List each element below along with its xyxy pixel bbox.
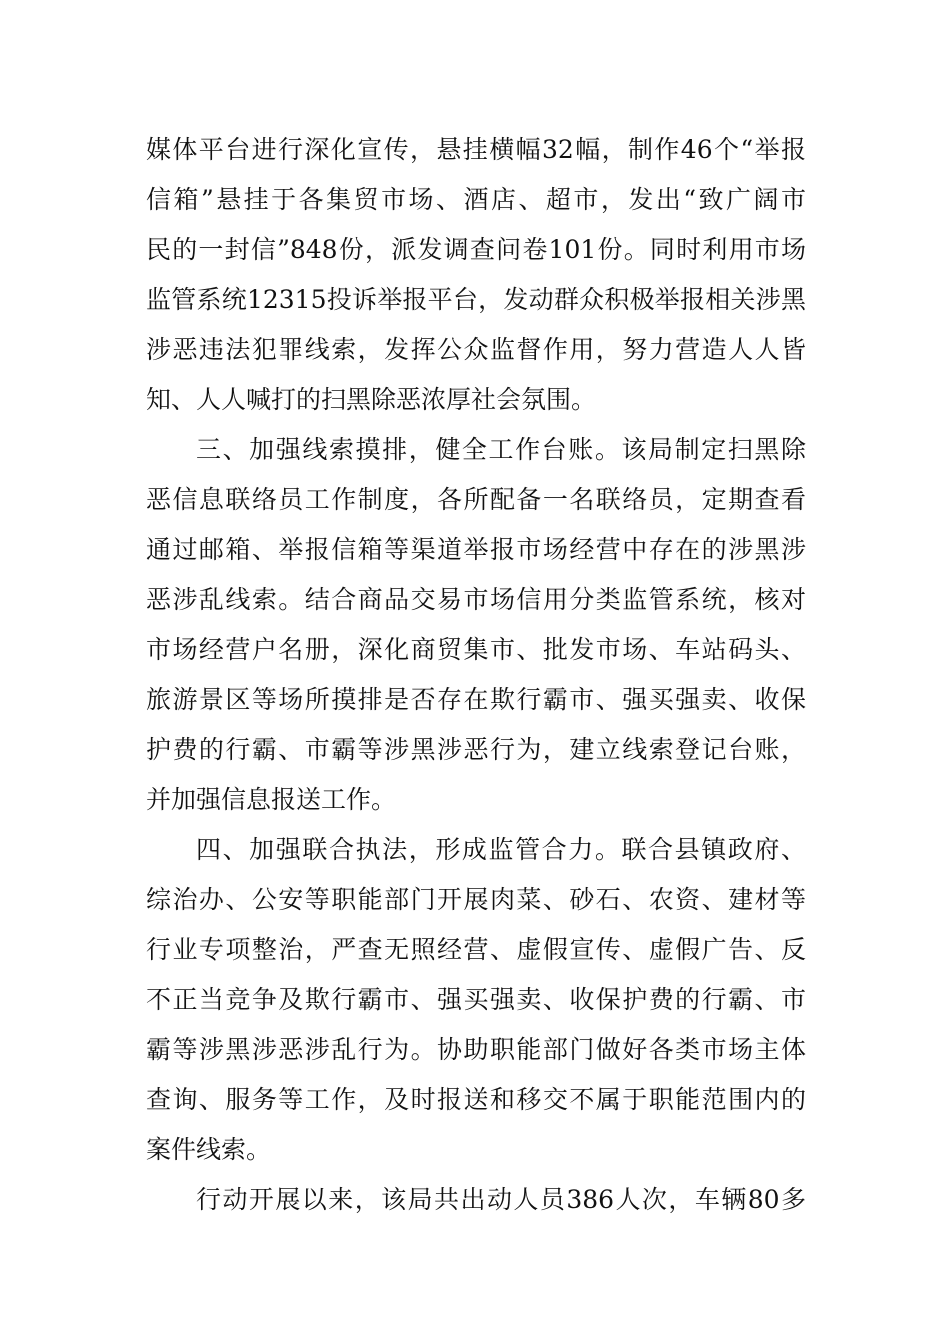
text-line: 恶涉乱线索。结合商品交易市场信用分类监管系统，核对 xyxy=(146,585,806,614)
paragraph-heading-line: 三、加强线索摸排，健全工作台账。该局制定扫黑除 xyxy=(196,435,806,464)
text-line: 综治办、公安等职能部门开展肉菜、砂石、农资、建材等 xyxy=(146,885,806,914)
text-line: 恶信息联络员工作制度，各所配备一名联络员，定期查看 xyxy=(146,485,806,514)
paragraph-start-line: 行动开展以来，该局共出动人员386人次，车辆80多 xyxy=(196,1185,806,1214)
text-line: 媒体平台进行深化宣传，悬挂横幅32幅，制作46个“举报 xyxy=(146,135,806,164)
text-line: 民的一封信”848份，派发调查问卷101份。同时利用市场 xyxy=(146,235,806,264)
text-line: 护费的行霸、市霸等涉黑涉恶行为，建立线索登记台账， xyxy=(146,735,806,764)
text-line: 知、人人喊打的扫黑除恶浓厚社会氛围。 xyxy=(146,385,597,414)
text-line: 旅游景区等场所摸排是否存在欺行霸市、强买强卖、收保 xyxy=(146,685,806,714)
text-line: 不正当竞争及欺行霸市、强买强卖、收保护费的行霸、市 xyxy=(146,985,806,1014)
text-line: 查询、服务等工作，及时报送和移交不属于职能范围内的 xyxy=(146,1085,806,1114)
text-line: 涉恶违法犯罪线索，发挥公众监督作用，努力营造人人皆 xyxy=(146,335,806,364)
text-line: 霸等涉黑涉恶涉乱行为。协助职能部门做好各类市场主体 xyxy=(146,1035,806,1064)
text-line: 通过邮箱、举报信箱等渠道举报市场经营中存在的涉黑涉 xyxy=(146,535,806,564)
text-line: 监管系统12315投诉举报平台，发动群众积极举报相关涉黑 xyxy=(146,285,806,314)
text-line: 行业专项整治，严查无照经营、虚假宣传、虚假广告、反 xyxy=(146,935,806,964)
paragraph-heading-line: 四、加强联合执法，形成监管合力。联合县镇政府、 xyxy=(196,835,806,864)
text-line: 市场经营户名册，深化商贸集市、批发市场、车站码头、 xyxy=(146,635,806,664)
text-line: 案件线索。 xyxy=(146,1135,272,1164)
document-body xyxy=(146,125,806,1225)
text-line: 信箱”悬挂于各集贸市场、酒店、超市，发出“致广阔市 xyxy=(146,185,806,214)
text-line: 并加强信息报送工作。 xyxy=(146,785,397,814)
